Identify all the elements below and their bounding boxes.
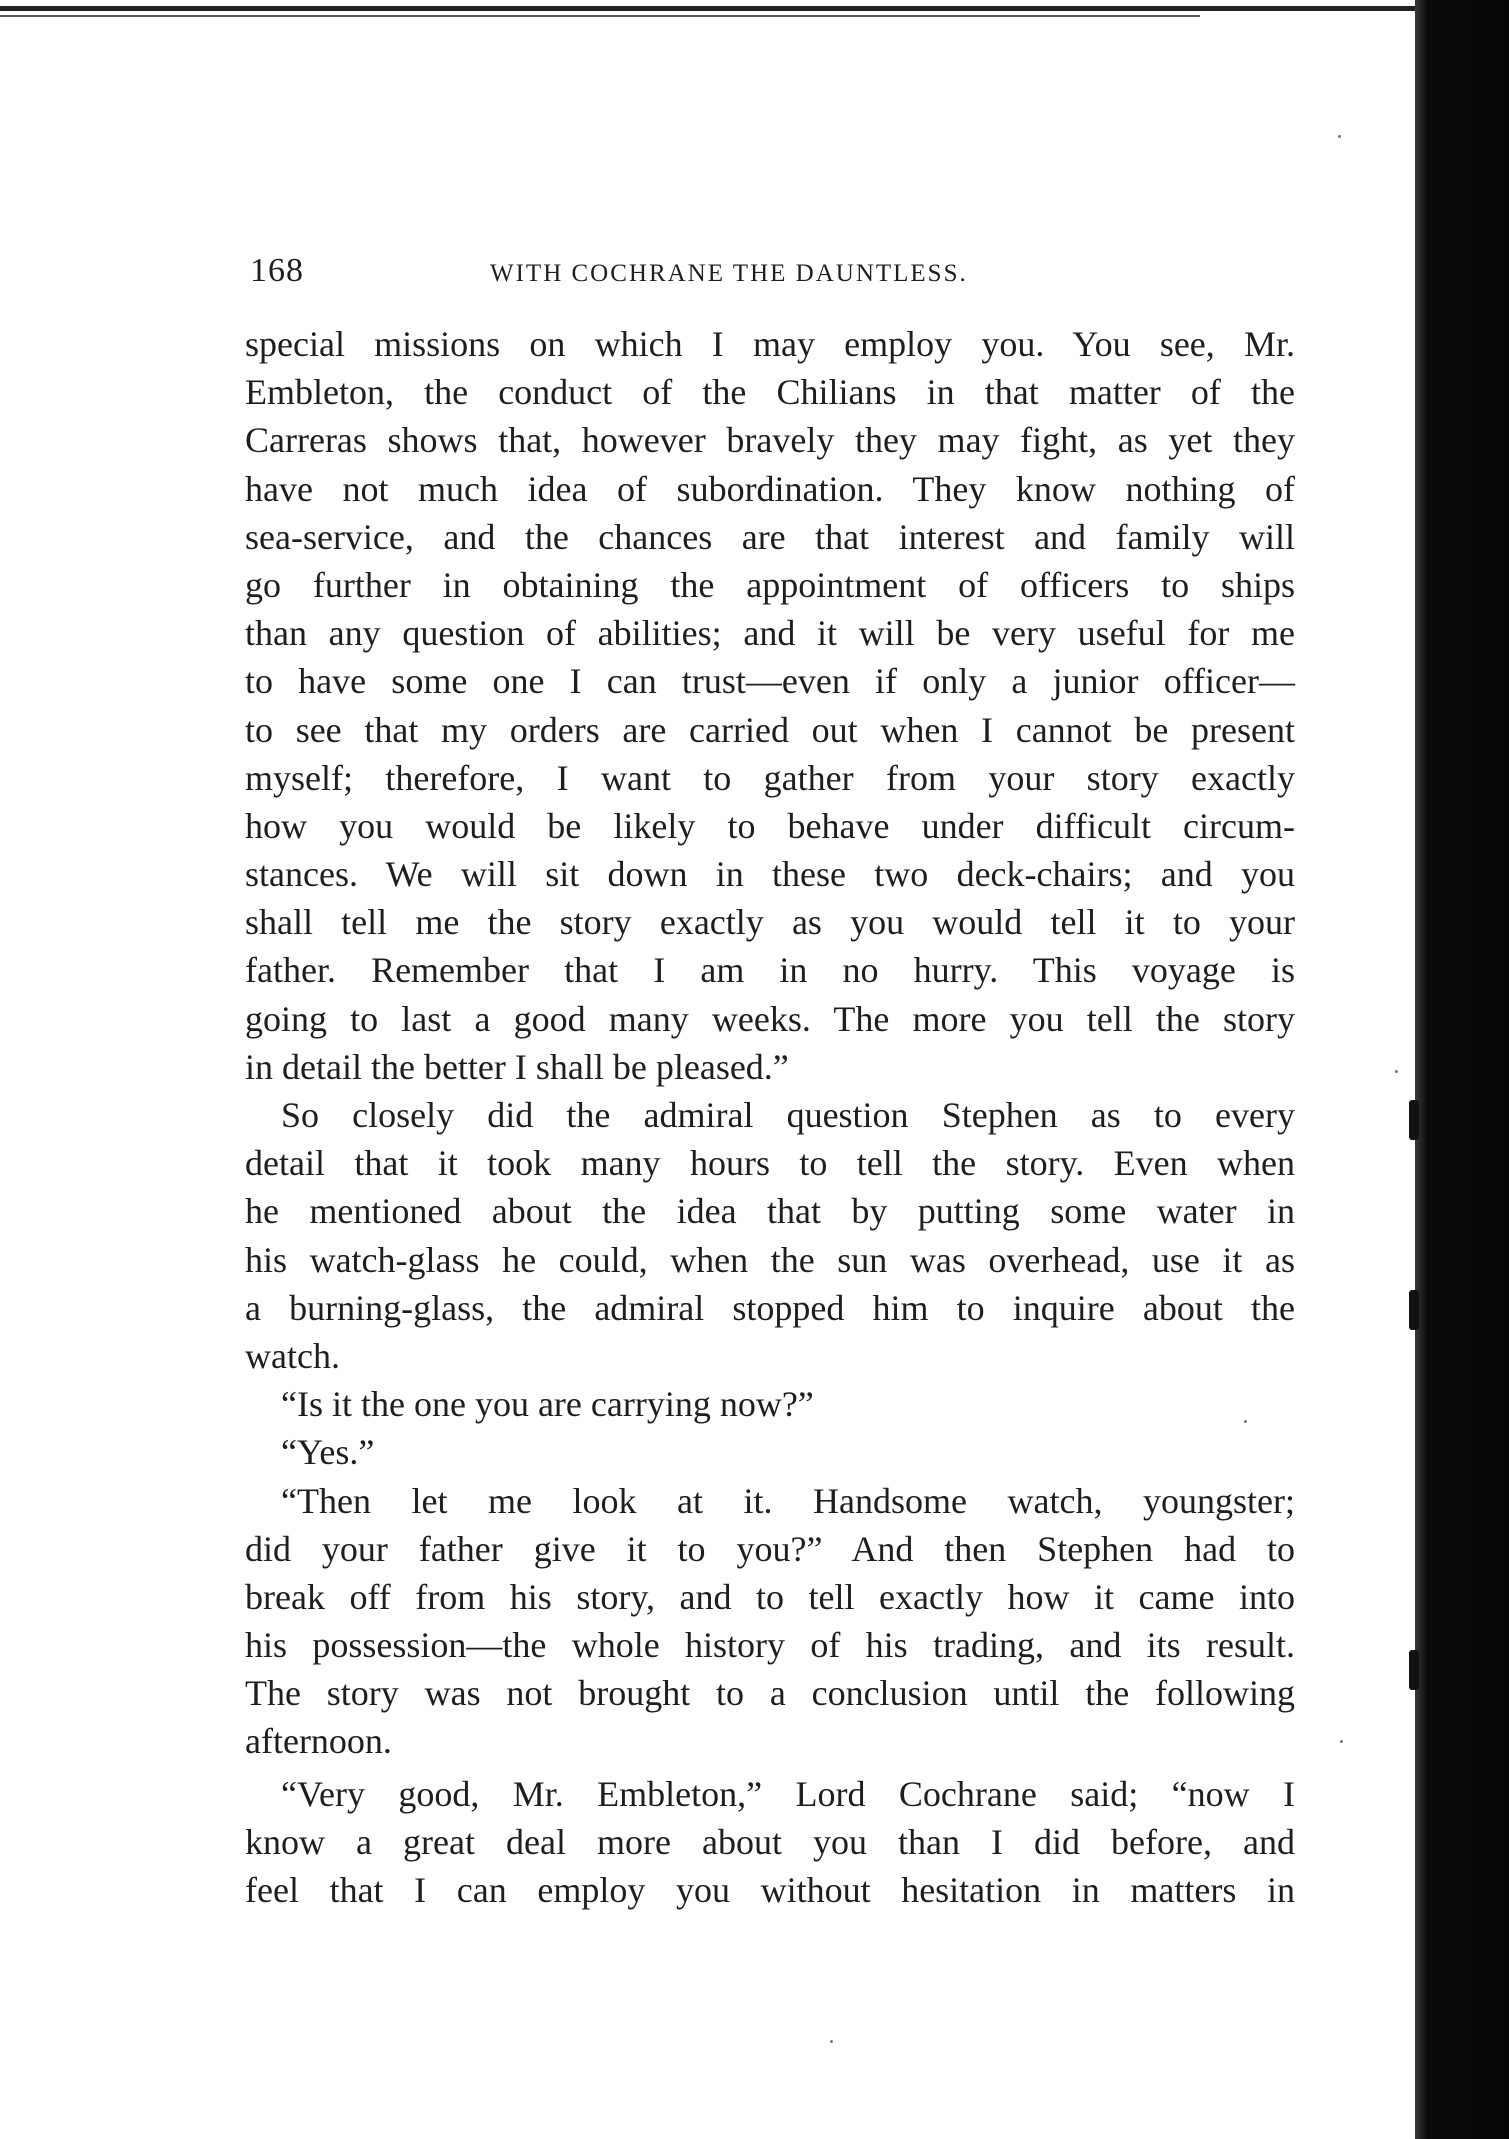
text-line: going to last a good many weeks. The more you tell the story [245,998,1295,1039]
text-line: The story was not brought to a conclusion until the following [245,1673,1295,1714]
text-line: have not much idea of subordination. They know nothing of [245,468,1295,509]
text-line: his possession—the whole history of his trading, and its result. [245,1625,1295,1666]
page-body-text [245,320,1295,1914]
text-line: how you would be likely to behave under difficult circum- [245,805,1295,846]
text-line: “Is it the one you are carrying now?” [281,1384,814,1425]
text-line: to have some one I can trust—even if only a junior officer— [245,661,1295,702]
text-line: feel that I can employ you without hesitation in matters in [245,1870,1295,1910]
text-line: go further in obtaining the appointment of officers to ships [245,564,1295,605]
paper-speck [1340,1740,1343,1743]
text-line: “Yes.” [281,1432,375,1473]
text-line: So closely did the admiral question Stephen as to every [281,1095,1295,1135]
text-line: Carreras shows that, however bravely they may fight, as yet they [245,420,1295,461]
top-rule-thick [0,6,1440,11]
dark-binding-edge [1415,0,1509,2139]
text-line: break off from his story, and to tell exactly how it came into [245,1576,1295,1617]
text-line: know a great deal more about you than I did before, and [245,1821,1295,1862]
edge-notch [1409,1290,1419,1330]
top-rule-thin [0,15,1200,17]
text-line: in detail the better I shall be pleased.” [245,1046,789,1087]
text-line: Embleton, the conduct of the Chilians in that matter of the [245,372,1295,413]
paper-speck [1338,135,1341,138]
text-line: sea-service, and the chances are that interest and family will [245,516,1295,557]
edge-notch [1409,1100,1419,1140]
text-line: he mentioned about the idea that by putting some water in [245,1191,1295,1232]
text-line: to see that my orders are carried out when I cannot be present [245,709,1295,750]
text-line: afternoon. [245,1721,392,1762]
page-header [250,252,1060,302]
text-line: than any question of abilities; and it will be very useful for me [245,613,1295,654]
text-line: myself; therefore, I want to gather from your story exactly [245,757,1295,798]
text-line: “Then let me look at it. Handsome watch, youngster; [281,1480,1295,1521]
text-line: special missions on which I may employ you. You see, Mr. [245,324,1295,364]
edge-notch [1409,1650,1419,1690]
text-line: father. Remember that I am in no hurry. This voyage is [245,950,1295,991]
text-line: watch. [245,1335,340,1376]
text-line: “Very good, Mr. Embleton,” Lord Cochrane said; “now I [281,1773,1295,1814]
paper-speck [830,2040,833,2043]
page-number: 168 [250,252,304,289]
top-border-rule [0,0,1440,16]
text-line: a burning-glass, the admiral stopped him to inquire about the [245,1287,1295,1328]
text-line: his watch-glass he could, when the sun was overhead, use it as [245,1239,1295,1280]
text-line: did your father give it to you?” And then Stephen had to [245,1528,1295,1569]
running-title: WITH COCHRANE THE DAUNTLESS. [490,260,968,287]
paper-speck [1395,1070,1398,1073]
text-line: detail that it took many hours to tell the story. Even when [245,1143,1295,1184]
text-line: shall tell me the story exactly as you would tell it to your [245,902,1295,943]
text-line: stances. We will sit down in these two deck-chairs; and you [245,854,1295,895]
